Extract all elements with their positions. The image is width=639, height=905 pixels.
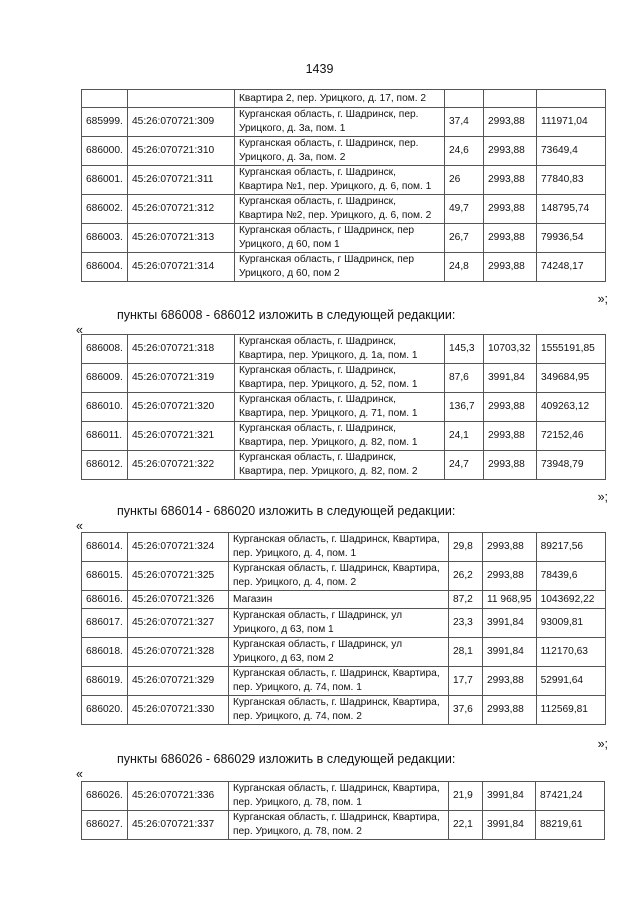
row-number-cell — [82, 90, 128, 108]
cadastral-value-cell: 409263,12 — [537, 393, 606, 422]
cadastral-value-cell: 79936,54 — [537, 224, 606, 253]
register-table — [81, 89, 606, 282]
address-cell: Курганская область, г. Шадринск, Квартира, пер. Урицкого, д. 78, пом. 2 — [229, 811, 449, 840]
cadastral-number-cell: 45:26:070721:328 — [128, 638, 229, 667]
cadastral-value-cell: 78439,6 — [536, 562, 605, 591]
table-row — [82, 224, 606, 253]
cadastral-number-cell: 45:26:070721:313 — [128, 224, 235, 253]
amendment-instruction: пункты 686008 - 686012 изложить в следующей редакции: — [117, 308, 456, 322]
address-cell: Курганская область, г. Шадринск, пер. Урицкого, д. 3а, пом. 1 — [235, 108, 445, 137]
area-cell: 49,7 — [445, 195, 484, 224]
row-number-cell: 686001. — [82, 166, 128, 195]
cadastral-number-cell: 45:26:070721:310 — [128, 137, 235, 166]
cadastral-number-cell: 45:26:070721:325 — [128, 562, 229, 591]
cadastral-number-cell: 45:26:070721:324 — [128, 533, 229, 562]
cadastral-value-cell: 1555191,85 — [537, 335, 606, 364]
row-number-cell: 686002. — [82, 195, 128, 224]
area-cell: 24,6 — [445, 137, 484, 166]
row-number-cell: 686008. — [82, 335, 128, 364]
area-cell: 26 — [445, 166, 484, 195]
address-cell: Курганская область, г. Шадринск, Квартира, пер. Урицкого, д. 78, пом. 1 — [229, 782, 449, 811]
register-table-body — [82, 90, 606, 282]
cadastral-value-per-sqm-cell: 3991,84 — [483, 782, 536, 811]
row-number-cell: 686016. — [82, 591, 128, 609]
cadastral-value-cell: 73948,79 — [537, 451, 606, 480]
area-cell: 37,4 — [445, 108, 484, 137]
table-row — [82, 393, 606, 422]
cadastral-value-cell: 72152,46 — [537, 422, 606, 451]
closing-quote: »; — [597, 292, 608, 306]
table-row — [82, 195, 606, 224]
area-cell: 29,8 — [449, 533, 483, 562]
table-row — [82, 422, 606, 451]
cadastral-value-per-sqm-cell: 2993,88 — [484, 422, 537, 451]
cadastral-value-per-sqm-cell: 3991,84 — [483, 609, 537, 638]
address-cell: Курганская область, г. Шадринск, Квартира, пер. Урицкого, д. 1а, пом. 1 — [235, 335, 445, 364]
row-number-cell: 686019. — [82, 667, 128, 696]
address-cell: Курганская область, г. Шадринск, Квартира, пер. Урицкого, д. 82, пом. 1 — [235, 422, 445, 451]
cadastral-value-per-sqm-cell: 2993,88 — [483, 562, 537, 591]
cadastral-number-cell: 45:26:070721:327 — [128, 609, 229, 638]
cadastral-number-cell: 45:26:070721:314 — [128, 253, 235, 282]
opening-quote: « — [76, 767, 83, 781]
cadastral-value-cell: 111971,04 — [537, 108, 606, 137]
cadastral-value-cell: 87421,24 — [536, 782, 605, 811]
row-number-cell: 686014. — [82, 533, 128, 562]
address-cell: Курганская область, г. Шадринск, Квартира №2, пер. Урицкого, д. 6, пом. 2 — [235, 195, 445, 224]
address-cell: Курганская область, г Шадринск, ул Урицкого, д 63, пом 1 — [229, 609, 449, 638]
cadastral-number-cell: 45:26:070721:319 — [128, 364, 235, 393]
row-number-cell: 686027. — [82, 811, 128, 840]
cadastral-value-cell: 93009,81 — [536, 609, 605, 638]
area-cell: 17,7 — [449, 667, 483, 696]
closing-quote: »; — [597, 490, 608, 504]
cadastral-value-per-sqm-cell: 2993,88 — [484, 108, 537, 137]
table-row — [82, 137, 606, 166]
area-cell: 87,6 — [445, 364, 484, 393]
cadastral-value-cell: 52991,64 — [536, 667, 605, 696]
table-row — [82, 335, 606, 364]
cadastral-number-cell: 45:26:070721:312 — [128, 195, 235, 224]
cadastral-number-cell: 45:26:070721:336 — [128, 782, 229, 811]
opening-quote: « — [76, 519, 83, 533]
cadastral-value-per-sqm-cell: 2993,88 — [484, 253, 537, 282]
cadastral-value-cell: 349684,95 — [537, 364, 606, 393]
register-table-body — [82, 335, 606, 480]
table-row — [82, 609, 606, 638]
address-cell: Курганская область, г. Шадринск, Квартира, пер. Урицкого, д. 74, пом. 1 — [229, 667, 449, 696]
table-row — [82, 811, 605, 840]
cadastral-value-per-sqm-cell: 3991,84 — [483, 638, 537, 667]
address-cell: Курганская область, г. Шадринск, Квартира, пер. Урицкого, д. 71, пом. 1 — [235, 393, 445, 422]
address-cell: Курганская область, г. Шадринск, Квартира, пер. Урицкого, д. 52, пом. 1 — [235, 364, 445, 393]
row-number-cell: 686011. — [82, 422, 128, 451]
cadastral-number-cell: 45:26:070721:330 — [128, 696, 229, 725]
row-number-cell: 686000. — [82, 137, 128, 166]
cadastral-number-cell — [128, 90, 235, 108]
cadastral-value-per-sqm-cell: 2993,88 — [483, 667, 537, 696]
cadastral-value-per-sqm-cell: 10703,32 — [484, 335, 537, 364]
table-row — [82, 782, 605, 811]
cadastral-value-cell: 89217,56 — [536, 533, 605, 562]
address-cell: Курганская область, г. Шадринск, Квартира, пер. Урицкого, д. 74, пом. 2 — [229, 696, 449, 725]
row-number-cell: 686010. — [82, 393, 128, 422]
table-row — [82, 533, 606, 562]
cadastral-number-cell: 45:26:070721:321 — [128, 422, 235, 451]
cadastral-number-cell: 45:26:070721:322 — [128, 451, 235, 480]
area-cell: 145,3 — [445, 335, 484, 364]
table-row — [82, 667, 606, 696]
cadastral-value-per-sqm-cell: 11 968,95 — [483, 591, 537, 609]
area-cell: 26,2 — [449, 562, 483, 591]
table-row — [82, 638, 606, 667]
address-cell: Курганская область, г. Шадринск, пер. Урицкого, д. 3а, пом. 2 — [235, 137, 445, 166]
cadastral-value-per-sqm-cell: 2993,88 — [484, 166, 537, 195]
table-row — [82, 451, 606, 480]
cadastral-value-cell: 88219,61 — [536, 811, 605, 840]
row-number-cell: 686017. — [82, 609, 128, 638]
cadastral-number-cell: 45:26:070721:318 — [128, 335, 235, 364]
area-cell: 24,8 — [445, 253, 484, 282]
cadastral-value-per-sqm-cell: 2993,88 — [483, 696, 537, 725]
table-row — [82, 166, 606, 195]
area-cell: 23,3 — [449, 609, 483, 638]
register-table — [81, 781, 605, 840]
row-number-cell: 686009. — [82, 364, 128, 393]
cadastral-value-cell: 112170,63 — [536, 638, 605, 667]
address-cell: Курганская область, г Шадринск, пер Урицкого, д 60, пом 1 — [235, 224, 445, 253]
opening-quote: « — [76, 323, 83, 337]
area-cell: 28,1 — [449, 638, 483, 667]
row-number-cell: 686020. — [82, 696, 128, 725]
table-row — [82, 696, 606, 725]
area-cell: 26,7 — [445, 224, 484, 253]
address-cell: Курганская область, г. Шадринск, Квартира, пер. Урицкого, д. 4, пом. 1 — [229, 533, 449, 562]
area-cell: 22,1 — [449, 811, 483, 840]
address-cell: Курганская область, г. Шадринск, Квартира, пер. Урицкого, д. 82, пом. 2 — [235, 451, 445, 480]
cadastral-value-cell — [537, 90, 606, 108]
cadastral-value-per-sqm-cell: 2993,88 — [484, 137, 537, 166]
cadastral-value-cell: 1043692,22 — [536, 591, 605, 609]
table-row — [82, 364, 606, 393]
table-row — [82, 108, 606, 137]
cadastral-number-cell: 45:26:070721:337 — [128, 811, 229, 840]
cadastral-value-per-sqm-cell: 2993,88 — [484, 393, 537, 422]
cadastral-number-cell: 45:26:070721:320 — [128, 393, 235, 422]
address-cell: Курганская область, г. Шадринск, Квартира №1, пер. Урицкого, д. 6, пом. 1 — [235, 166, 445, 195]
row-number-cell: 686026. — [82, 782, 128, 811]
table-row — [82, 253, 606, 282]
address-cell: Курганская область, г. Шадринск, Квартира, пер. Урицкого, д. 4, пом. 2 — [229, 562, 449, 591]
cadastral-value-per-sqm-cell: 3991,84 — [484, 364, 537, 393]
area-cell: 37,6 — [449, 696, 483, 725]
cadastral-number-cell: 45:26:070721:309 — [128, 108, 235, 137]
address-cell: Магазин — [229, 591, 449, 609]
table-row — [82, 562, 606, 591]
row-number-cell: 686018. — [82, 638, 128, 667]
area-cell: 21,9 — [449, 782, 483, 811]
cadastral-value-cell: 74248,17 — [537, 253, 606, 282]
register-table — [81, 532, 606, 725]
row-number-cell: 686004. — [82, 253, 128, 282]
cadastral-number-cell: 45:26:070721:311 — [128, 166, 235, 195]
cadastral-number-cell: 45:26:070721:329 — [128, 667, 229, 696]
table-row — [82, 591, 606, 609]
cadastral-value-per-sqm-cell: 2993,88 — [484, 224, 537, 253]
cadastral-value-cell: 77840,83 — [537, 166, 606, 195]
row-number-cell: 686012. — [82, 451, 128, 480]
register-table — [81, 334, 606, 480]
row-number-cell: 686003. — [82, 224, 128, 253]
cadastral-value-per-sqm-cell: 2993,88 — [483, 533, 537, 562]
row-number-cell: 685999. — [82, 108, 128, 137]
area-cell: 136,7 — [445, 393, 484, 422]
cadastral-value-cell: 148795,74 — [537, 195, 606, 224]
row-number-cell: 686015. — [82, 562, 128, 591]
address-cell: Квартира 2, пер. Урицкого, д. 17, пом. 2 — [235, 90, 445, 108]
cadastral-value-per-sqm-cell: 2993,88 — [484, 195, 537, 224]
amendment-instruction: пункты 686026 - 686029 изложить в следующей редакции: — [117, 752, 456, 766]
cadastral-value-per-sqm-cell: 2993,88 — [484, 451, 537, 480]
address-cell: Курганская область, г Шадринск, ул Урицкого, д 63, пом 2 — [229, 638, 449, 667]
register-table-body — [82, 533, 606, 725]
table-row — [82, 90, 606, 108]
cadastral-value-per-sqm-cell: 3991,84 — [483, 811, 536, 840]
address-cell: Курганская область, г Шадринск, пер Урицкого, д 60, пом 2 — [235, 253, 445, 282]
amendment-instruction: пункты 686014 - 686020 изложить в следующей редакции: — [117, 504, 456, 518]
cadastral-value-cell: 73649,4 — [537, 137, 606, 166]
cadastral-value-cell: 112569,81 — [536, 696, 605, 725]
area-cell — [445, 90, 484, 108]
area-cell: 24,1 — [445, 422, 484, 451]
cadastral-number-cell: 45:26:070721:326 — [128, 591, 229, 609]
register-table-body — [82, 782, 605, 840]
area-cell: 87,2 — [449, 591, 483, 609]
cadastral-value-per-sqm-cell — [484, 90, 537, 108]
area-cell: 24,7 — [445, 451, 484, 480]
page-number: 1439 — [305, 62, 334, 76]
closing-quote: »; — [597, 737, 608, 751]
